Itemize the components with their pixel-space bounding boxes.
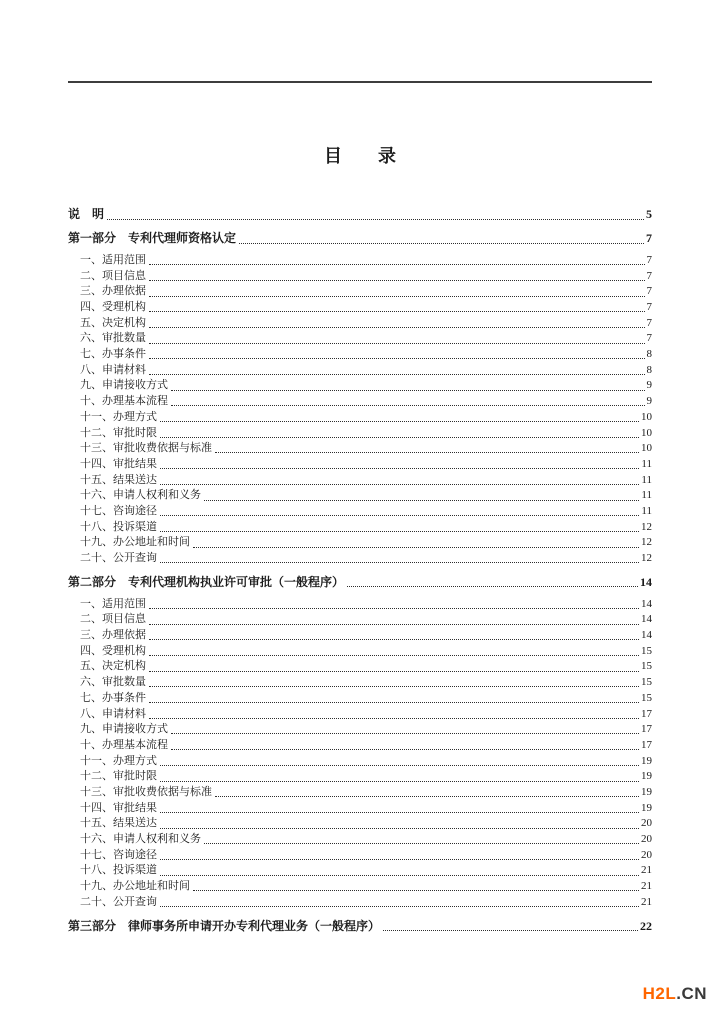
watermark-brand: H2L <box>642 984 677 1003</box>
toc-entry-page-number: 10 <box>641 442 652 455</box>
toc-dot-leader <box>160 859 639 860</box>
toc-entry-label: 八、申请材料 <box>80 707 146 720</box>
toc-entry[interactable] <box>68 535 652 551</box>
toc-entry[interactable] <box>68 316 652 332</box>
toc-entry[interactable] <box>68 551 652 567</box>
toc-dot-leader <box>171 749 639 750</box>
toc-dot-leader <box>160 421 639 422</box>
toc-dot-leader <box>149 327 645 328</box>
toc-entry-label: 十、办理基本流程 <box>80 738 168 751</box>
toc-entry-label: 六、审批数量 <box>80 676 146 689</box>
toc-entry[interactable] <box>68 863 652 879</box>
toc-entry-page-number: 17 <box>641 707 652 720</box>
toc-dot-leader <box>149 311 645 312</box>
toc-entry-page-number: 7 <box>646 269 652 282</box>
toc-dot-leader <box>149 624 639 625</box>
toc-entry-label: 一、适用范围 <box>80 597 146 610</box>
toc-entry-label: 六、审批数量 <box>80 332 146 345</box>
toc-entry-page-number: 19 <box>641 770 652 783</box>
toc-entry-label: 十三、审批收费依据与标准 <box>80 785 212 798</box>
toc-dot-leader <box>239 243 644 244</box>
toc-dot-leader <box>149 358 645 359</box>
toc-entry[interactable] <box>68 253 652 269</box>
toc-dot-leader <box>215 452 639 453</box>
toc-entry-page-number: 14 <box>641 597 652 610</box>
toc-entry-page-number: 7 <box>646 332 652 345</box>
toc-entry[interactable] <box>68 473 652 489</box>
toc-entry[interactable] <box>68 691 652 707</box>
toc-entry-label: 第二部分 专利代理机构执业许可审批（一般程序） <box>68 574 345 589</box>
toc-dot-leader <box>347 586 638 587</box>
toc-entry-label: 八、申请材料 <box>80 363 146 376</box>
toc-dot-leader <box>160 531 639 532</box>
toc-dot-leader <box>160 906 639 907</box>
toc-entry[interactable] <box>68 785 652 801</box>
toc-entry-label: 四、受理机构 <box>80 644 146 657</box>
toc-entry[interactable] <box>68 347 652 363</box>
toc-entry[interactable] <box>68 379 652 395</box>
toc-entry-page-number: 7 <box>646 285 652 298</box>
toc-dot-leader <box>160 765 639 766</box>
toc-entry-label: 一、适用范围 <box>80 253 146 266</box>
toc-entry[interactable] <box>68 722 652 738</box>
toc-entry[interactable] <box>68 457 652 473</box>
toc-dot-leader <box>215 796 639 797</box>
toc-entry-page-number: 11 <box>641 457 652 470</box>
toc-entry-label: 十七、咨询途径 <box>80 848 157 861</box>
toc-entry-label: 二十、公开查询 <box>80 895 157 908</box>
toc-dot-leader <box>193 890 639 891</box>
toc-entry-page-number: 15 <box>641 644 652 657</box>
toc-entry-page-number: 12 <box>641 536 652 549</box>
toc-entry-label: 三、办理依据 <box>80 285 146 298</box>
toc-entry-label: 说 明 <box>68 207 105 221</box>
toc-entry[interactable] <box>68 284 652 300</box>
toc-entry-label: 第三部分 律师事务所申请开办专利代理业务（一般程序） <box>68 918 381 933</box>
toc-dot-leader <box>171 405 645 406</box>
toc-entry-label: 十四、审批结果 <box>80 457 157 470</box>
toc-entry-label: 第一部分 专利代理师资格认定 <box>68 231 237 245</box>
page-title: 目 录 <box>324 146 396 166</box>
toc-entry-label: 十四、审批结果 <box>80 801 157 814</box>
toc-entry-page-number: 8 <box>646 363 652 376</box>
toc-entry-page-number: 10 <box>641 426 652 439</box>
toc-entry-label: 十五、结果送达 <box>80 473 157 486</box>
toc-entry-label: 九、申请接收方式 <box>80 379 168 392</box>
toc-entry[interactable] <box>68 488 652 504</box>
toc-dot-leader <box>149 655 639 656</box>
toc-entry[interactable] <box>68 597 652 613</box>
toc-dot-leader <box>160 781 639 782</box>
toc-dot-leader <box>149 608 639 609</box>
toc-entry[interactable] <box>68 675 652 691</box>
toc-dot-leader <box>160 468 639 469</box>
watermark <box>643 984 707 1004</box>
toc-entry-page-number: 10 <box>641 410 652 423</box>
toc-entry[interactable] <box>68 754 652 770</box>
toc-dot-leader <box>160 484 639 485</box>
toc-entry-page-number: 11 <box>641 504 652 517</box>
toc-entry[interactable] <box>68 300 652 316</box>
toc-entry-label: 四、受理机构 <box>80 301 146 314</box>
toc-dot-leader <box>160 812 639 813</box>
toc-entry-label: 十六、申请人权利和义务 <box>80 489 201 502</box>
toc-entry[interactable] <box>68 895 652 911</box>
toc-section-entry[interactable] <box>68 230 652 247</box>
toc-section-entry[interactable] <box>68 206 652 223</box>
toc-entry-page-number: 19 <box>641 801 652 814</box>
toc-entry-label: 十二、审批时限 <box>80 770 157 783</box>
toc-entry[interactable] <box>68 628 652 644</box>
toc-entry-page-number: 19 <box>641 754 652 767</box>
toc-entry-page-number: 14 <box>640 574 652 589</box>
toc-entry-page-number: 15 <box>641 676 652 689</box>
toc-entry-page-number: 21 <box>641 880 652 893</box>
toc-entry[interactable] <box>68 426 652 442</box>
toc-list <box>68 206 652 941</box>
toc-entry-page-number: 20 <box>641 848 652 861</box>
toc-entry-label: 七、办事条件 <box>80 348 146 361</box>
toc-entry[interactable] <box>68 660 652 676</box>
toc-entry-label: 三、办理依据 <box>80 629 146 642</box>
toc-dot-leader <box>149 686 639 687</box>
toc-entry-label: 二、项目信息 <box>80 613 146 626</box>
toc-entry-label: 五、决定机构 <box>80 316 146 329</box>
toc-entry-label: 十一、办理方式 <box>80 754 157 767</box>
toc-entry[interactable] <box>68 441 652 457</box>
toc-entry-page-number: 11 <box>641 473 652 486</box>
toc-entry[interactable] <box>68 816 652 832</box>
toc-entry-page-number: 14 <box>641 613 652 626</box>
toc-entry-page-number: 19 <box>641 785 652 798</box>
toc-entry-page-number: 15 <box>641 660 652 673</box>
toc-dot-leader <box>149 280 645 281</box>
toc-dot-leader <box>171 390 645 391</box>
toc-entry[interactable] <box>68 832 652 848</box>
toc-entry[interactable] <box>68 363 652 379</box>
toc-entry-label: 十五、结果送达 <box>80 817 157 830</box>
toc-entry[interactable] <box>68 520 652 536</box>
toc-dot-leader <box>149 374 645 375</box>
toc-entry[interactable] <box>68 612 652 628</box>
watermark-suffix: .CN <box>676 984 707 1003</box>
toc-entry-page-number: 21 <box>641 864 652 877</box>
toc-entry-page-number: 9 <box>646 379 652 392</box>
toc-dot-leader <box>160 875 639 876</box>
toc-entry-page-number: 14 <box>641 629 652 642</box>
toc-entry-page-number: 15 <box>641 691 652 704</box>
toc-dot-leader <box>149 296 645 297</box>
toc-entry-label: 十九、办公地址和时间 <box>80 536 190 549</box>
toc-entry[interactable] <box>68 879 652 895</box>
toc-entry-label: 十一、办理方式 <box>80 410 157 423</box>
toc-entry-label: 十二、审批时限 <box>80 426 157 439</box>
toc-entry-label: 十八、投诉渠道 <box>80 520 157 533</box>
toc-entry-page-number: 17 <box>641 738 652 751</box>
toc-entry-label: 五、决定机构 <box>80 660 146 673</box>
toc-entry-label: 二十、公开查询 <box>80 552 157 565</box>
toc-entry[interactable] <box>68 738 652 754</box>
toc-entry[interactable] <box>68 410 652 426</box>
toc-entry[interactable] <box>68 644 652 660</box>
toc-dot-leader <box>149 264 645 265</box>
toc-entry-page-number: 11 <box>641 489 652 502</box>
toc-entry-page-number: 12 <box>641 520 652 533</box>
toc-entry[interactable] <box>68 848 652 864</box>
toc-entry[interactable] <box>68 801 652 817</box>
toc-entry-label: 十、办理基本流程 <box>80 395 168 408</box>
toc-dot-leader <box>149 343 645 344</box>
toc-entry-page-number: 20 <box>641 817 652 830</box>
toc-entry[interactable] <box>68 707 652 723</box>
toc-dot-leader <box>383 930 638 931</box>
toc-dot-leader <box>204 500 639 501</box>
toc-entry-page-number: 17 <box>641 723 652 736</box>
toc-dot-leader <box>160 437 639 438</box>
toc-entry[interactable] <box>68 331 652 347</box>
toc-entry-page-number: 8 <box>646 348 652 361</box>
toc-dot-leader <box>149 718 639 719</box>
toc-entry-page-number: 7 <box>646 253 652 266</box>
toc-entry[interactable] <box>68 504 652 520</box>
toc-entry-page-number: 5 <box>646 207 652 221</box>
toc-entry-label: 十八、投诉渠道 <box>80 864 157 877</box>
toc-dot-leader <box>171 733 639 734</box>
toc-entry-page-number: 22 <box>640 918 652 933</box>
toc-entry-page-number: 7 <box>646 316 652 329</box>
toc-entry[interactable] <box>68 269 652 285</box>
toc-entry-label: 十九、办公地址和时间 <box>80 880 190 893</box>
toc-entry-page-number: 7 <box>646 301 652 314</box>
toc-entry-page-number: 9 <box>646 395 652 408</box>
toc-dot-leader <box>204 843 639 844</box>
toc-entry[interactable] <box>68 769 652 785</box>
toc-dot-leader <box>149 671 639 672</box>
toc-entry-page-number: 21 <box>641 895 652 908</box>
toc-entry[interactable] <box>68 394 652 410</box>
toc-entry-label: 九、申请接收方式 <box>80 723 168 736</box>
toc-dot-leader <box>160 515 639 516</box>
toc-entry-label: 十七、咨询途径 <box>80 504 157 517</box>
toc-section-entry[interactable] <box>68 574 652 591</box>
toc-entry-label: 十三、审批收费依据与标准 <box>80 442 212 455</box>
toc-dot-leader <box>149 702 639 703</box>
toc-entry-page-number: 20 <box>641 833 652 846</box>
toc-dot-leader <box>160 562 639 563</box>
toc-entry-page-number: 12 <box>641 552 652 565</box>
toc-entry-label: 七、办事条件 <box>80 691 146 704</box>
toc-dot-leader <box>193 547 639 548</box>
toc-dot-leader <box>160 828 639 829</box>
toc-entry-label: 十六、申请人权利和义务 <box>80 833 201 846</box>
toc-entry-label: 二、项目信息 <box>80 269 146 282</box>
toc-dot-leader <box>149 639 639 640</box>
header-rule <box>68 81 652 83</box>
toc-entry-page-number: 7 <box>646 231 652 245</box>
toc-dot-leader <box>107 219 644 220</box>
toc-section-entry[interactable] <box>68 918 652 935</box>
